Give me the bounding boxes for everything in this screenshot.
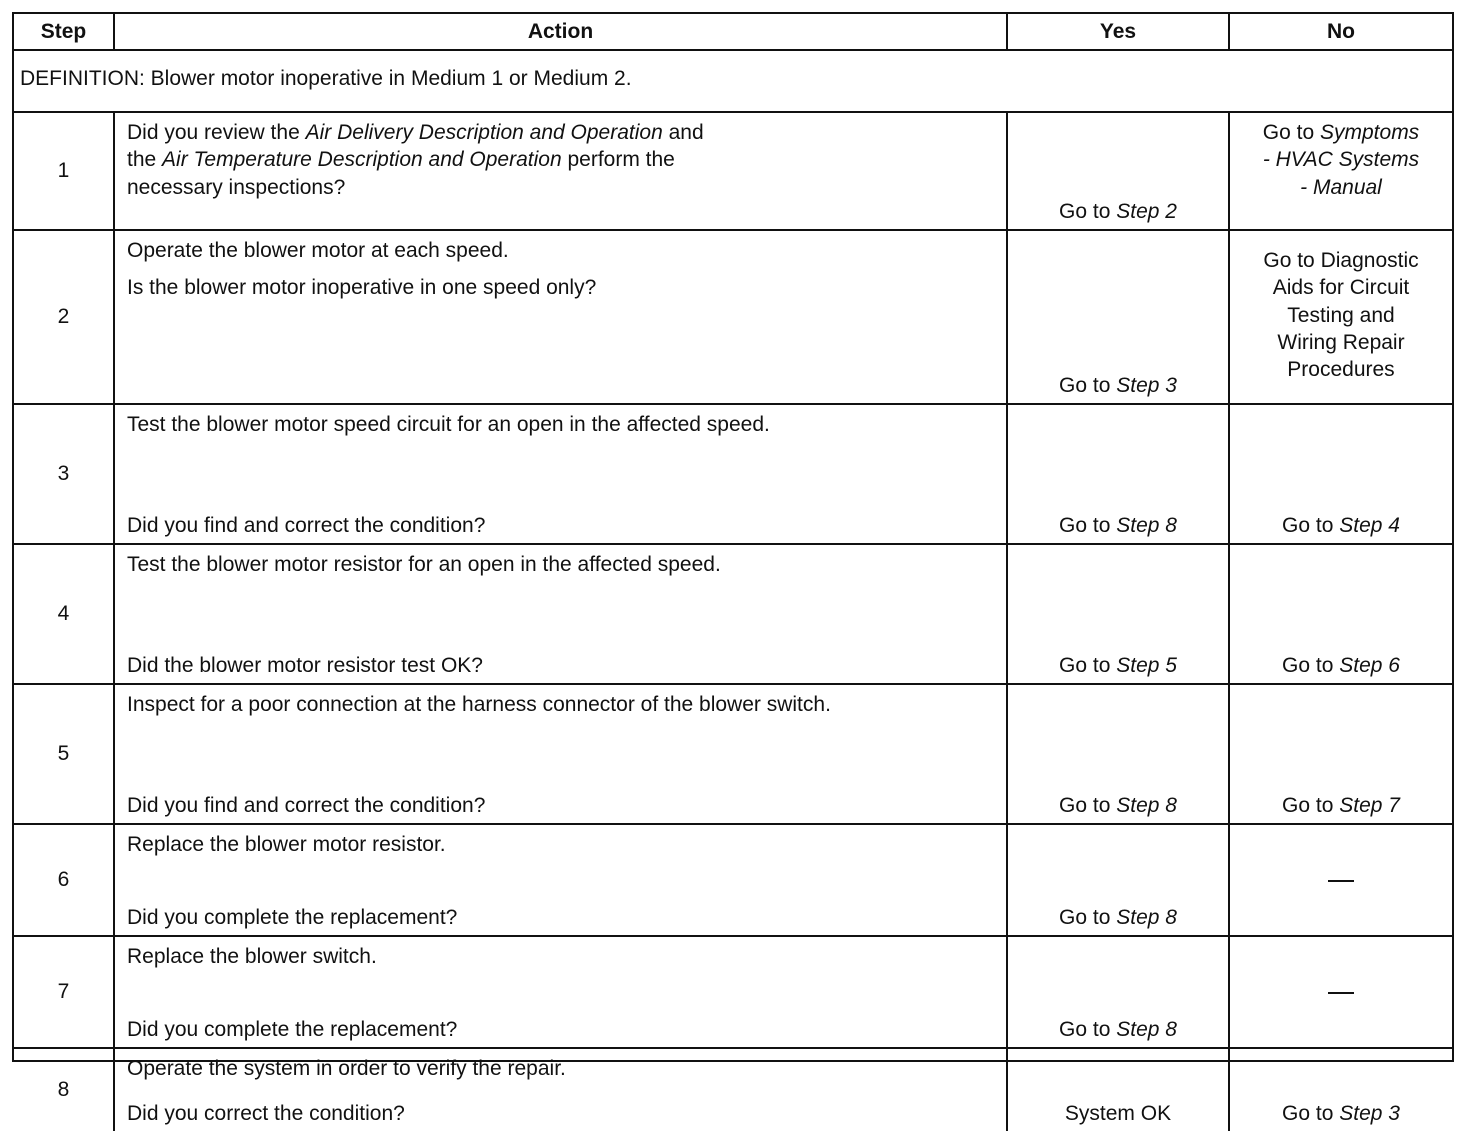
no-cell bbox=[1229, 544, 1452, 684]
action-cell bbox=[114, 112, 1007, 230]
table-row bbox=[14, 684, 1452, 824]
yes-cell bbox=[1007, 544, 1229, 684]
yes-prefix: Go to bbox=[1059, 513, 1117, 537]
action-question: Did you find and correct the condition? bbox=[127, 513, 486, 537]
action-text-part: the bbox=[127, 148, 163, 172]
header-step: Step bbox=[14, 14, 114, 50]
diagnostic-table-frame bbox=[12, 12, 1454, 1125]
step-number: 2 bbox=[14, 230, 114, 404]
yes-step-link[interactable]: Step 5 bbox=[1116, 653, 1177, 677]
header-action: Action bbox=[114, 14, 1007, 50]
no-text[interactable]: Testing and bbox=[1287, 303, 1395, 327]
action-text-part: necessary inspections? bbox=[127, 175, 346, 199]
action-question: Did you complete the replacement? bbox=[127, 905, 458, 929]
step-number: 7 bbox=[14, 936, 114, 1048]
step-number: 1 bbox=[14, 112, 114, 230]
no-prefix: Go to bbox=[1282, 1101, 1340, 1125]
yes-cell bbox=[1007, 824, 1229, 936]
action-cell bbox=[114, 1048, 1007, 1131]
table-row bbox=[14, 936, 1452, 1048]
yes-cell bbox=[1007, 404, 1229, 544]
no-doc-link[interactable]: Symptoms bbox=[1320, 121, 1420, 144]
table-row bbox=[14, 112, 1452, 230]
no-prefix: Go to bbox=[1282, 513, 1340, 537]
no-text[interactable]: Procedures bbox=[1287, 358, 1395, 382]
yes-cell bbox=[1007, 1048, 1229, 1131]
action-text bbox=[127, 119, 996, 201]
yes-step-link[interactable]: Step 8 bbox=[1116, 905, 1177, 929]
yes-step-link[interactable]: Step 3 bbox=[1116, 373, 1177, 397]
action-cell bbox=[114, 230, 1007, 404]
no-cell bbox=[1229, 936, 1452, 1048]
action-line: Replace the blower switch. bbox=[127, 945, 377, 968]
action-doc-ref: Air Temperature Description and Operation bbox=[162, 148, 562, 172]
yes-cell bbox=[1007, 230, 1229, 404]
step-number: 5 bbox=[14, 684, 114, 824]
yes-cell bbox=[1007, 112, 1229, 230]
yes-prefix: Go to bbox=[1059, 373, 1117, 397]
table-row bbox=[14, 404, 1452, 544]
action-question: Did you correct the condition? bbox=[127, 1101, 405, 1125]
definition-row bbox=[14, 50, 1452, 112]
step-number: 8 bbox=[14, 1048, 114, 1131]
em-dash bbox=[1328, 992, 1354, 994]
yes-prefix: Go to bbox=[1059, 1017, 1117, 1041]
yes-step-link[interactable]: Step 8 bbox=[1116, 1017, 1177, 1041]
action-question: Is the blower motor inoperative in one speed only? bbox=[127, 276, 597, 300]
yes-cell bbox=[1007, 684, 1229, 824]
action-cell bbox=[114, 544, 1007, 684]
diagnostic-table bbox=[14, 14, 1452, 1131]
no-doc-link[interactable]: - HVAC Systems bbox=[1262, 148, 1420, 172]
action-line: Test the blower motor resistor for an open in the affected speed. bbox=[127, 553, 721, 576]
no-cell bbox=[1229, 1048, 1452, 1131]
action-line: Operate the system in order to verify the repair. bbox=[127, 1057, 566, 1080]
definition-text: DEFINITION: Blower motor inoperative in Medium 1 or Medium 2. bbox=[14, 50, 1452, 112]
no-prefix: Go to bbox=[1282, 793, 1340, 817]
no-cell bbox=[1229, 684, 1452, 824]
no-text[interactable]: Aids for Circuit bbox=[1272, 276, 1410, 300]
step-number: 6 bbox=[14, 824, 114, 936]
action-text-part: perform the bbox=[561, 148, 675, 172]
em-dash bbox=[1328, 880, 1354, 882]
yes-prefix: Go to bbox=[1059, 199, 1117, 223]
yes-result: System OK bbox=[1064, 1101, 1172, 1125]
yes-prefix: Go to bbox=[1059, 653, 1117, 677]
step-number: 3 bbox=[14, 404, 114, 544]
table-row bbox=[14, 1048, 1452, 1131]
yes-prefix: Go to bbox=[1059, 905, 1117, 929]
header-yes: Yes bbox=[1007, 14, 1229, 50]
yes-prefix: Go to bbox=[1059, 793, 1117, 817]
no-doc-link[interactable]: - Manual bbox=[1300, 175, 1382, 199]
no-text[interactable]: Go to Diagnostic bbox=[1263, 249, 1419, 272]
action-question: Did you find and correct the condition? bbox=[127, 793, 486, 817]
no-cell bbox=[1229, 404, 1452, 544]
action-question: Did you complete the replacement? bbox=[127, 1017, 458, 1041]
action-cell bbox=[114, 404, 1007, 544]
action-line: Operate the blower motor at each speed. bbox=[127, 239, 509, 262]
action-text-part: Did you review the bbox=[127, 121, 306, 144]
no-cell bbox=[1229, 824, 1452, 936]
action-line: Inspect for a poor connection at the harness connector of the blower switch. bbox=[127, 693, 831, 716]
yes-cell bbox=[1007, 936, 1229, 1048]
action-line: Test the blower motor speed circuit for an open in the affected speed. bbox=[127, 413, 770, 436]
action-text-part: and bbox=[662, 121, 704, 144]
yes-step-link[interactable]: Step 8 bbox=[1116, 513, 1177, 537]
header-row bbox=[14, 14, 1452, 50]
action-cell bbox=[114, 824, 1007, 936]
no-step-link[interactable]: Step 7 bbox=[1339, 793, 1400, 817]
action-cell bbox=[114, 684, 1007, 824]
table-row bbox=[14, 824, 1452, 936]
no-step-link[interactable]: Step 6 bbox=[1339, 653, 1400, 677]
action-cell bbox=[114, 936, 1007, 1048]
header-no: No bbox=[1229, 14, 1452, 50]
no-prefix: Go to bbox=[1282, 653, 1340, 677]
no-text: Go to bbox=[1262, 121, 1320, 144]
table-row bbox=[14, 230, 1452, 404]
no-cell bbox=[1229, 112, 1452, 230]
yes-step-link[interactable]: Step 8 bbox=[1116, 793, 1177, 817]
no-step-link[interactable]: Step 4 bbox=[1339, 513, 1400, 537]
action-doc-ref: Air Delivery Description and Operation bbox=[305, 121, 663, 144]
table-row bbox=[14, 544, 1452, 684]
yes-step-link[interactable]: Step 2 bbox=[1116, 199, 1177, 223]
no-cell bbox=[1229, 230, 1452, 404]
no-text[interactable]: Wiring Repair bbox=[1277, 330, 1405, 354]
no-step-link[interactable]: Step 3 bbox=[1339, 1101, 1400, 1125]
step-number: 4 bbox=[14, 544, 114, 684]
action-question: Did the blower motor resistor test OK? bbox=[127, 653, 483, 677]
action-line: Replace the blower motor resistor. bbox=[127, 833, 446, 856]
